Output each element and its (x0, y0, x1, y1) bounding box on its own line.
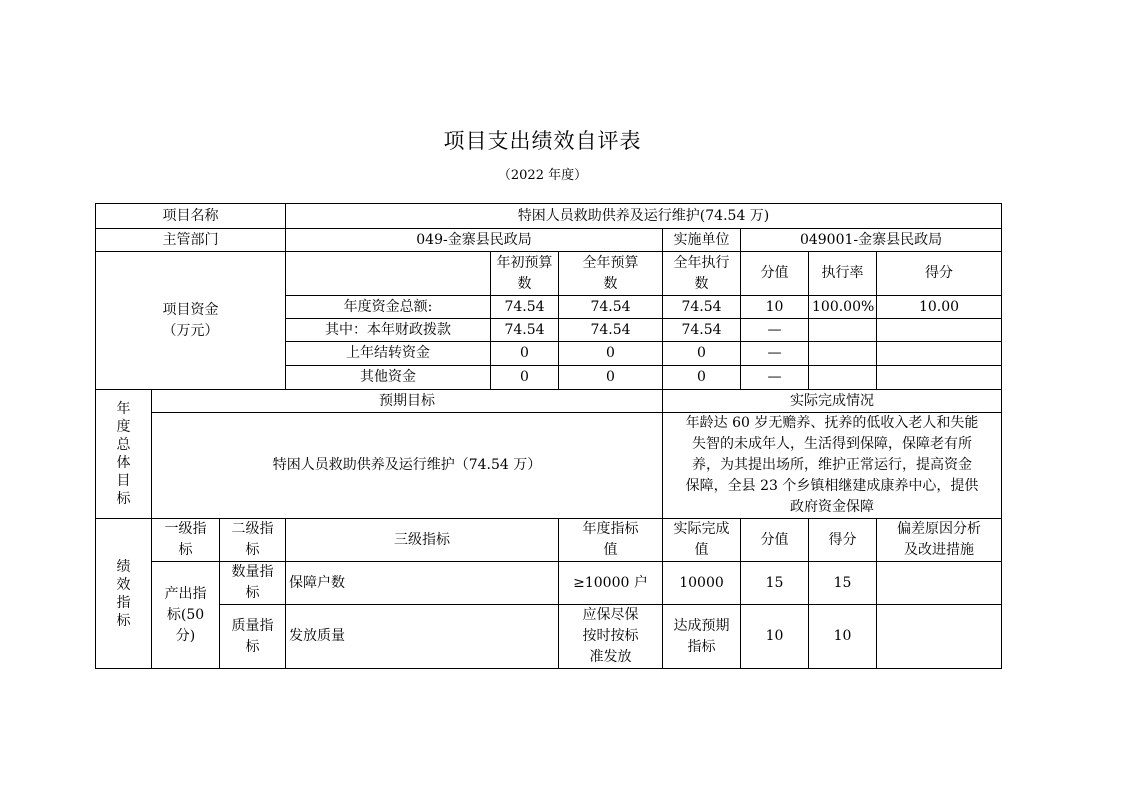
level2-indicator (220, 605, 286, 669)
indicators-header-row (96, 519, 1002, 562)
header-annual-target-line1: 年度指标 (582, 521, 639, 537)
actual-completion-line: 年龄达 60 岁无赡养、抚养的低收入老人和失能 (685, 415, 979, 431)
header-deviation (877, 519, 1002, 562)
actual-completion-header: 实际完成情况 (663, 390, 1002, 413)
funds-row-score-value: — (741, 342, 809, 366)
level3-indicator: 发放质量 (286, 605, 559, 669)
header-level2-line1: 二级指 (231, 521, 274, 537)
annual-target-line1: 应保尽保 (582, 607, 639, 623)
header-full-budget (559, 252, 663, 296)
actual-value-line2: 指标 (687, 638, 716, 655)
header-annual-target (559, 519, 663, 562)
indicator-row-quality (96, 605, 1002, 669)
header-level2 (220, 519, 286, 562)
funds-row-score: 10.00 (877, 296, 1002, 319)
indicator-score-value: 15 (741, 562, 809, 605)
funds-label-line2: （万元） (162, 322, 219, 339)
annual-target-line3: 准发放 (589, 649, 632, 665)
funds-row-rate (809, 342, 877, 366)
annual-target-line2: 按时按标 (582, 628, 639, 644)
project-name-value: 特困人员救助供养及运行维护(74.54 万) (286, 204, 1002, 229)
funds-row-rate (809, 319, 877, 342)
level1-output-line1: 产出指 (164, 585, 207, 602)
performance-indicators-label (96, 519, 152, 669)
funds-row-label: 上年结转资金 (286, 342, 491, 366)
funds-row-exec: 74.54 (663, 296, 741, 319)
annual-goals-char: 总 (116, 437, 131, 453)
funds-header-blank (286, 252, 491, 296)
header-initial-budget (491, 252, 559, 296)
actual-value-line1: 达成预期 (673, 617, 730, 634)
header-executed-line2: 数 (694, 275, 709, 292)
header-deviation-line1: 偏差原因分析 (897, 521, 982, 537)
actual-completion-line: 保障，全县 23 个乡镇相继建成康养中心，提供 (685, 478, 979, 494)
header-deviation-line2: 及改进措施 (904, 542, 975, 558)
funds-header-row (96, 252, 1002, 296)
header-initial-budget-line2: 数 (517, 275, 532, 292)
funds-row-score-value: — (741, 319, 809, 342)
department-label: 主管部门 (96, 229, 286, 252)
funds-row-full: 74.54 (559, 296, 663, 319)
funds-row-label: 其他资金 (286, 366, 491, 390)
deviation-analysis (877, 562, 1002, 605)
level2-indicator-line1: 数量指 (231, 564, 274, 580)
header-level2-line2: 标 (245, 542, 260, 558)
level2-indicator-line2: 标 (245, 585, 260, 601)
funds-row-label: 年度资金总额: (286, 296, 491, 319)
header-full-budget-line1: 全年预算 (582, 254, 639, 271)
header-actual-value-line1: 实际完成 (673, 521, 730, 537)
level3-indicator: 保障户数 (286, 562, 559, 605)
actual-completion-text (663, 413, 1002, 519)
project-name-label: 项目名称 (96, 204, 286, 229)
funds-row-score-value: — (741, 366, 809, 390)
funds-row-label: 其中：本年财政拨款 (286, 319, 491, 342)
funds-label (96, 252, 286, 390)
department-value: 049-金寨县民政局 (286, 229, 663, 252)
implementing-unit-value: 049001-金寨县民政局 (741, 229, 1002, 252)
performance-table (95, 203, 1002, 669)
level2-indicator-line2: 标 (245, 638, 260, 655)
indicators-char: 绩 (116, 558, 131, 575)
funds-row-full: 74.54 (559, 319, 663, 342)
funds-row-initial: 74.54 (491, 296, 559, 319)
header-score: 得分 (877, 252, 1002, 296)
actual-completion-line: 失智的未成年人，生活得到保障，保障老有所 (692, 436, 973, 452)
level2-indicator (220, 562, 286, 605)
expected-goal-text: 特困人员救助供养及运行维护（74.54 万） (152, 413, 663, 519)
funds-row-initial: 74.54 (491, 319, 559, 342)
actual-completion-line: 政府资金保障 (790, 499, 875, 515)
actual-value: 10000 (663, 562, 741, 605)
page-subtitle: （2022 年度） (497, 168, 588, 183)
funds-row-exec: 74.54 (663, 319, 741, 342)
indicator-row-quantity (96, 562, 1002, 605)
funds-row-exec: 0 (663, 342, 741, 366)
funds-row-rate (809, 366, 877, 390)
funds-row-score-value: 10 (741, 296, 809, 319)
indicators-char: 标 (116, 612, 131, 629)
project-name-row (96, 204, 1002, 229)
indicators-char: 指 (116, 594, 131, 611)
level2-indicator-line1: 质量指 (231, 617, 274, 634)
funds-label-line1: 项目资金 (162, 301, 219, 318)
indicator-score-value: 10 (741, 605, 809, 669)
header-indicator-score: 得分 (809, 519, 877, 562)
header-indicator-score-value: 分值 (741, 519, 809, 562)
header-score-value: 分值 (741, 252, 809, 296)
header-actual-value (663, 519, 741, 562)
funds-row-full: 0 (559, 342, 663, 366)
header-execution-rate: 执行率 (809, 252, 877, 296)
page-title: 项目支出绩效自评表 (443, 129, 642, 153)
funds-row-score (877, 366, 1002, 390)
indicator-score: 10 (809, 605, 877, 669)
funds-row-initial: 0 (491, 366, 559, 390)
funds-row-score (877, 342, 1002, 366)
header-level1-line2: 标 (178, 542, 193, 558)
header-level1-line1: 一级指 (164, 521, 207, 537)
annual-goals-char: 年 (116, 401, 131, 417)
funds-row-rate: 100.00% (809, 296, 877, 319)
header-executed-line1: 全年执行 (673, 254, 730, 271)
level1-output-line2: 标(50 (166, 606, 205, 623)
annual-target-value (559, 605, 663, 669)
implementing-unit-label: 实施单位 (663, 229, 741, 252)
annual-goals-char: 度 (116, 419, 131, 435)
funds-row-initial: 0 (491, 342, 559, 366)
expected-goal-header: 预期目标 (152, 390, 663, 413)
level1-output-indicator (152, 562, 220, 669)
goals-content-row (96, 413, 1002, 519)
annual-goals-char: 标 (116, 491, 131, 507)
actual-value (663, 605, 741, 669)
funds-row-exec: 0 (663, 366, 741, 390)
annual-goals-char: 目 (116, 473, 131, 489)
header-executed (663, 252, 741, 296)
annual-goals-label (96, 390, 152, 519)
funds-row-score (877, 319, 1002, 342)
indicator-score: 15 (809, 562, 877, 605)
funds-row-full: 0 (559, 366, 663, 390)
goals-header-row (96, 390, 1002, 413)
level1-output-line3: 分) (175, 627, 196, 644)
indicators-char: 效 (116, 576, 131, 593)
actual-completion-line: 养，为其提出场所，维护正常运行，提高资金 (692, 457, 973, 473)
deviation-analysis (877, 605, 1002, 669)
header-full-budget-line2: 数 (603, 275, 618, 292)
header-initial-budget-line1: 年初预算 (496, 254, 553, 271)
header-annual-target-line2: 值 (603, 542, 618, 558)
annual-goals-char: 体 (116, 455, 131, 471)
header-level1 (152, 519, 220, 562)
header-level3: 三级指标 (286, 519, 559, 562)
annual-target-value: ≥10000 户 (559, 562, 663, 605)
department-row (96, 229, 1002, 252)
header-actual-value-line2: 值 (694, 542, 709, 558)
